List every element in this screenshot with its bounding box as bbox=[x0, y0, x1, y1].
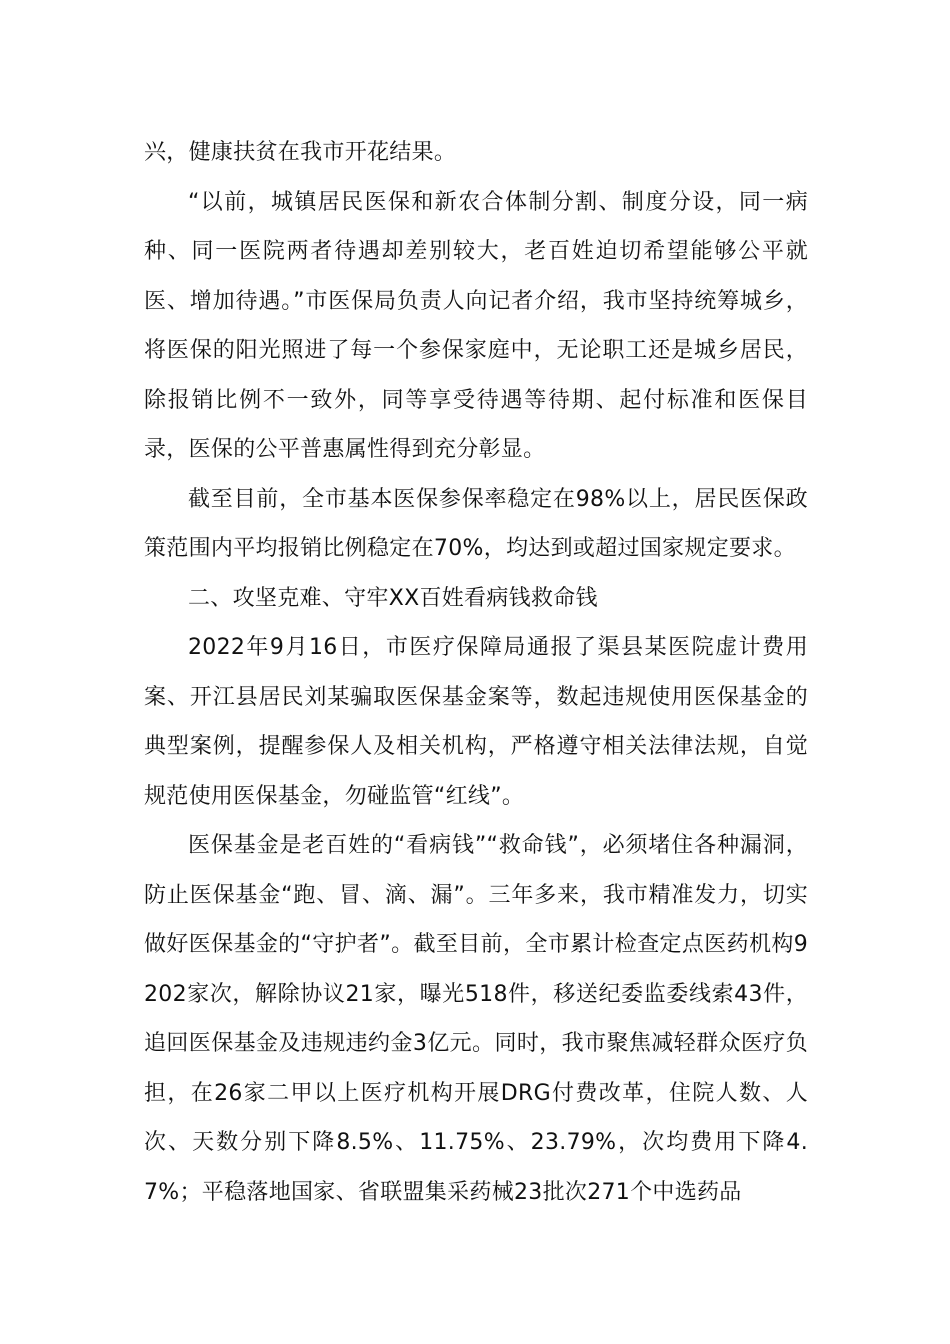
paragraph-continuation: 兴，健康扶贫在我市开花结果。 bbox=[144, 140, 457, 165]
document-body bbox=[144, 128, 808, 1217]
paragraph-fund-protection: 医保基金是老百姓的“看病钱”“救命钱”，必须堵住各种漏洞，防止医保基金“跑、冒、滴、漏”。三年多来，我市精准发力，切实做好医保基金的“守护者”。截至目前，全市累计检查定点医药机构9202家次，解除协议21家，曝光518件，移送纪委监委线索43件，追回医保基金及违规违约金3亿元。同时，我市聚焦减轻群众医疗负担，在26家二甲以上医疗机构开展DRG付费改革，住院人数、人次、天数分别下降8.5%、11.75%、23.79%，次均费用下降4.7%；平稳落地国家、省联盟集采药械23批次271个中选药品 bbox=[144, 833, 808, 1205]
paragraph-quote: “以前，城镇居民医保和新农合体制分割、制度分设，同一病种、同一医院两者待遇却差别较大，老百姓迫切希望能够公平就医、增加待遇。”市医保局负责人向记者介绍，我市坚持统筹城乡，将医保的阳光照进了每一个参保家庭中，无论职工还是城乡居民，除报销比例不一致外，同等享受待遇等待期、起付标准和医保目录，医保的公平普惠属性得到充分彰显。 bbox=[144, 189, 808, 462]
section-heading: 二、攻坚克难、守牢XX百姓看病钱救命钱 bbox=[188, 585, 598, 611]
paragraph-case-report: 2022年9月16日，市医疗保障局通报了渠县某医院虚计费用案、开江县居民刘某骗取医保基金案等，数起违规使用医保基金的典型案例，提醒参保人及相关机构，严格遵守相关法律法规，自觉规范使用医保基金，勿碰监管“红线”。 bbox=[144, 635, 808, 809]
paragraph-coverage-rate: 截至目前，全市基本医保参保率稳定在98%以上，居民医保政策范围内平均报销比例稳定在70%，均达到或超过国家规定要求。 bbox=[144, 486, 808, 561]
